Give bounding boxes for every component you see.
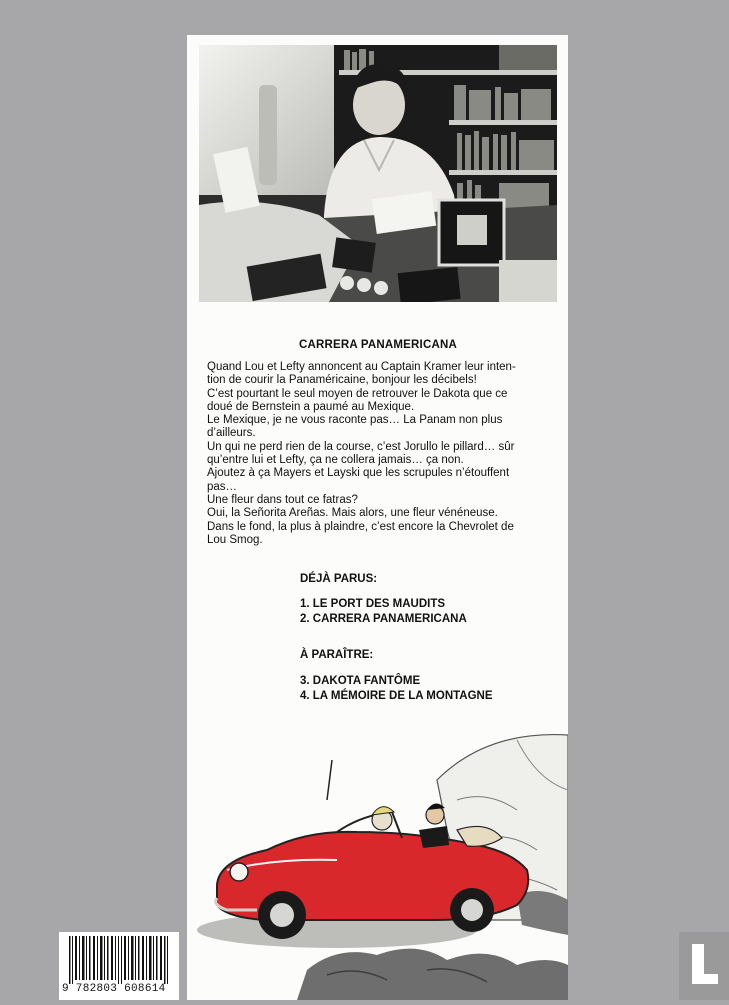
- car-illustration: [187, 720, 568, 1000]
- synopsis-line: qu’entre lui et Lefty, ça ne collera jamais… ça non.: [207, 454, 464, 467]
- synopsis-line: pas…: [207, 480, 238, 493]
- synopsis-line: C’est pourtant le seul moyen de retrouver le Dakota que ce: [207, 387, 508, 400]
- author-photo: [199, 45, 557, 302]
- synopsis-line: Un qui ne perd rien de la course, c’est Jorullo le pillard… sûr: [207, 440, 515, 453]
- published-heading: DÉJÀ PARUS:: [300, 573, 378, 585]
- synopsis-line: Dans le fond, la plus à plaindre, c’est encore la Chevrolet de: [207, 520, 514, 533]
- publisher-logo: [679, 932, 729, 1000]
- synopsis-line: doué de Bernstein a paumé au Mexique.: [207, 400, 415, 413]
- upcoming-heading: À PARAÎTRE:: [300, 649, 374, 661]
- synopsis-line: Le Mexique, je ne vous raconte pas… La Panam non plus: [207, 414, 503, 427]
- upcoming-item: 4. LA MÉMOIRE DE LA MONTAGNE: [300, 690, 493, 702]
- book-title: CARRERA PANAMERICANA: [299, 339, 457, 351]
- upcoming-list: [300, 674, 493, 704]
- published-item: 1. LE PORT DES MAUDITS: [300, 598, 446, 610]
- synopsis-line: Ajoutez à ça Mayers et Layski que les scrupules n’étouffent: [207, 467, 510, 480]
- synopsis-line: Quand Lou et Lefty annoncent au Captain Kramer leur inten-: [207, 361, 516, 373]
- published-list: [300, 597, 467, 627]
- synopsis: [207, 361, 547, 547]
- upcoming-item: 3. DAKOTA FANTÔME: [300, 675, 421, 687]
- synopsis-line: tion de courir la Panaméricaine, bonjour les décibels!: [207, 374, 477, 387]
- synopsis-line: Une fleur dans tout ce fatras?: [207, 493, 358, 506]
- synopsis-line: d’ailleurs.: [207, 427, 256, 440]
- published-item: 2. CARRERA PANAMERICANA: [300, 613, 467, 625]
- synopsis-line: Oui, la Señorita Areñas. Mais alors, une fleur vénéneuse.: [207, 507, 498, 520]
- barcode-number: 9 782803 608614: [62, 983, 166, 995]
- synopsis-line: Lou Smog.: [207, 533, 263, 546]
